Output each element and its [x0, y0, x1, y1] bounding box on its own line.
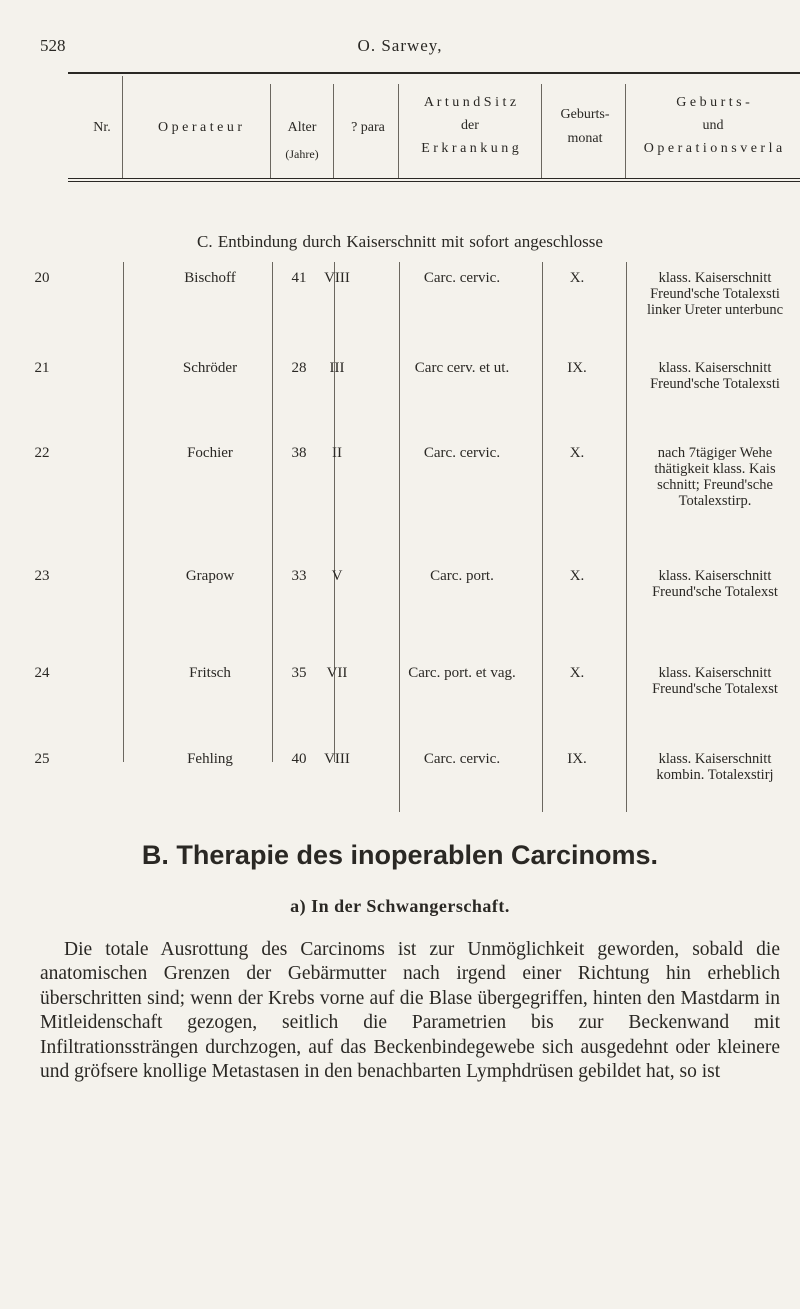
row-verlauf: [615, 360, 800, 392]
verlauf-line: kombin. Totalexstirj: [656, 767, 774, 783]
column-divider: [334, 262, 335, 762]
row-alter: 38: [291, 445, 307, 461]
page-number: 528: [40, 36, 66, 55]
column-divider: [626, 262, 627, 812]
row-nr: 20: [34, 270, 50, 286]
row-nr: 21: [34, 360, 50, 376]
verlauf-line: klass. Kaiserschnitt: [658, 665, 772, 681]
row-operateur: Fritsch: [189, 665, 231, 681]
running-head: O. Sarwey,: [357, 36, 443, 55]
column-divider: [399, 262, 400, 812]
row-para: II: [332, 445, 342, 461]
row-verlauf: [615, 751, 800, 783]
verlauf-line: klass. Kaiserschnitt: [658, 568, 772, 584]
row-monat: X.: [569, 445, 585, 461]
row-alter: 28: [291, 360, 307, 376]
row-verlauf: [615, 568, 800, 600]
header-bottom-rule: [68, 178, 800, 179]
header-operateur: O p e r a t e u r: [158, 120, 242, 135]
verlauf-line: Freund'sche Totalexst: [652, 584, 778, 600]
row-para: VIII: [324, 751, 350, 767]
row-monat: IX.: [567, 360, 587, 376]
row-alter: 35: [291, 665, 307, 681]
header-verlauf-line1: G e b u r t s -: [676, 95, 750, 110]
header-art-line1: A r t u n d S i t z: [423, 95, 517, 110]
column-divider: [542, 262, 543, 812]
header-bottom-rule: [68, 181, 800, 182]
verlauf-line: schnitt; Freund'sche: [657, 477, 773, 493]
verlauf-line: klass. Kaiserschnitt: [658, 751, 772, 767]
header-divider: [333, 84, 334, 178]
row-para: VII: [326, 665, 348, 681]
body-paragraph: Die totale Ausrottung des Carcinoms ist zur Unmöglichkeit geworden, sobald die anatomischen Grenzen der Gebärmutter nach irgend einer Richtung hin erheblich überschritten sind; wenn der Krebs vorne auf die Blase übergegriffen, hinten den Mastdarm in Mitleidenschaft gezogen, seitlich die Parametrien bis zur Beckenwand mit Infiltrationssträngen durchzogen, auf das Beckenbindegewebe sich ausgedehnt oder kleinere und gröfsere knollige Metastasen in den benachbarten Lymphdrüsen gebildet hat, so ist: [40, 939, 780, 1083]
section-a-subheading: a) In der Schwangerschaft.: [290, 896, 510, 916]
header-divider: [398, 84, 399, 178]
verlauf-line: klass. Kaiserschnitt: [658, 360, 772, 376]
row-art: Carc. port. et vag.: [408, 665, 516, 681]
row-monat: X.: [569, 568, 585, 584]
row-monat: X.: [569, 665, 585, 681]
row-para: III: [329, 360, 345, 376]
verlauf-line: Freund'sche Totalexst: [652, 681, 778, 697]
column-divider: [272, 262, 273, 762]
header-alter: Alter: [287, 120, 317, 135]
header-para: ? para: [351, 120, 385, 135]
row-nr: 25: [34, 751, 50, 767]
section-c-title: C. Entbindung durch Kaiserschnitt mit sofort angeschlosse: [197, 232, 603, 251]
row-verlauf: [615, 270, 800, 318]
section-b-heading: B. Therapie des inoperablen Carcinoms.: [141, 840, 659, 870]
row-alter: 40: [291, 751, 307, 767]
row-nr: 24: [34, 665, 50, 681]
header-art-line2: der: [461, 118, 479, 133]
row-art: Carc. port.: [430, 568, 494, 584]
table-top-rule: [68, 72, 800, 74]
row-verlauf: [615, 445, 800, 509]
row-para: VIII: [324, 270, 350, 286]
header-divider: [541, 84, 542, 178]
row-operateur: Fehling: [187, 751, 233, 767]
header-nr: Nr.: [93, 120, 111, 135]
header-monat-line1: Geburts-: [560, 107, 610, 122]
row-nr: 23: [34, 568, 50, 584]
row-monat: X.: [569, 270, 585, 286]
verlauf-line: Freund'sche Totalexsti: [650, 286, 780, 302]
header-verlauf-line2: und: [702, 118, 724, 133]
row-operateur: Schröder: [182, 360, 238, 376]
row-nr: 22: [34, 445, 50, 461]
body-paragraph-container: [40, 938, 780, 1084]
verlauf-line: Freund'sche Totalexsti: [650, 376, 780, 392]
header-divider: [270, 84, 271, 178]
verlauf-line: klass. Kaiserschnitt: [658, 270, 772, 286]
header-art-line3: E r k r a n k u n g: [421, 141, 519, 156]
row-alter: 33: [291, 568, 307, 584]
verlauf-line: nach 7tägiger Wehe: [657, 445, 773, 461]
row-para: V: [331, 568, 343, 584]
header-divider: [625, 84, 626, 178]
verlauf-line: Totalexstirp.: [678, 493, 752, 509]
header-jahre: (Jahre): [285, 147, 319, 161]
header-verlauf-line3: O p e r a t i o n s v e r l a: [643, 141, 783, 156]
row-operateur: Fochier: [187, 445, 233, 461]
row-alter: 41: [291, 270, 307, 286]
header-monat-line2: monat: [567, 131, 603, 146]
row-art: Carc cerv. et ut.: [414, 360, 510, 376]
row-monat: IX.: [567, 751, 587, 767]
row-art: Carc. cervic.: [423, 751, 501, 767]
row-art: Carc. cervic.: [423, 270, 501, 286]
row-operateur: Bischoff: [184, 270, 236, 286]
column-divider: [123, 262, 124, 762]
verlauf-line: linker Ureter unterbunc: [646, 302, 784, 318]
row-operateur: Grapow: [185, 568, 235, 584]
verlauf-line: thätigkeit klass. Kais: [654, 461, 776, 477]
row-art: Carc. cervic.: [423, 445, 501, 461]
row-verlauf: [615, 665, 800, 697]
header-divider: [122, 76, 123, 178]
